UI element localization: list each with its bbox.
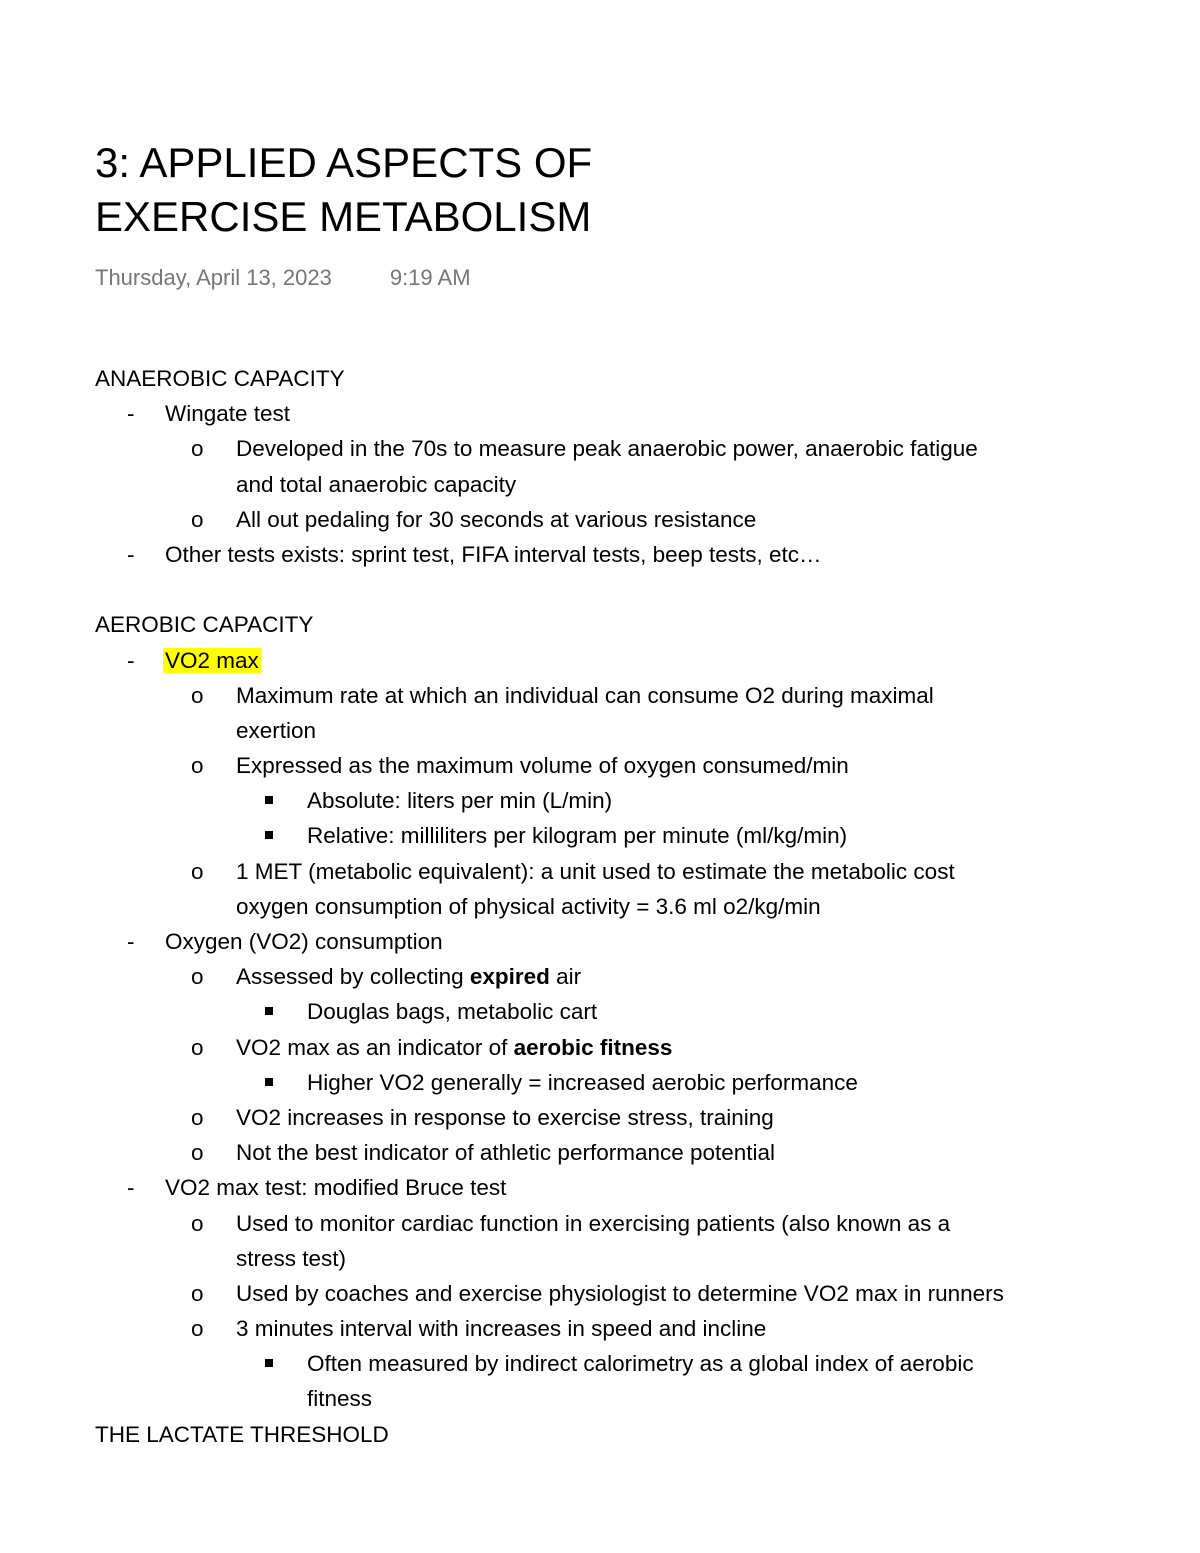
page-title (95, 136, 592, 244)
note-time: 9:19 AM (389, 265, 471, 290)
list-item-text: 3 minutes interval with increases in speed and incline (236, 1316, 767, 1342)
list-item (0, 431, 1200, 466)
square-bullet-icon (265, 831, 273, 839)
list-item-text: All out pedaling for 30 seconds at various resistance (236, 506, 757, 532)
list-item (0, 643, 1200, 678)
list-item-continuation (0, 889, 1200, 924)
list-item (0, 1276, 1200, 1311)
dash-bullet: - (127, 929, 135, 954)
list-item-text: fitness (307, 1386, 373, 1412)
list-item-text: VO2 max test: modified Bruce test (165, 1175, 507, 1201)
list-item-text-end: air (549, 964, 582, 990)
square-bullet-icon (265, 796, 273, 804)
circle-bullet: o (191, 436, 204, 462)
list-item-text: oxygen consumption of physical activity = 3.6 ml o2/kg/min (236, 893, 821, 919)
list-item-text: Often measured by indirect calorimetry as a global index of aerobic (307, 1351, 974, 1377)
list-item-text: Not the best indicator of athletic performance potential (236, 1140, 776, 1166)
list-item-text: Other tests exists: sprint test, FIFA interval tests, beep tests, etc… (165, 541, 822, 567)
list-item (0, 854, 1200, 889)
list-item (0, 1206, 1200, 1241)
list-item-continuation (0, 467, 1200, 502)
list-item-continuation (0, 1241, 1200, 1276)
circle-bullet: o (191, 1316, 204, 1342)
list-item-text-start: Assessed by collecting (236, 964, 470, 990)
list-item-text: Used by coaches and exercise physiologist to determine VO2 max in runners (236, 1280, 1004, 1306)
dash-bullet: - (127, 401, 135, 427)
blank-line (0, 572, 1200, 607)
square-bullet-icon (265, 1359, 273, 1367)
circle-bullet: o (191, 1210, 204, 1236)
dash-bullet: - (127, 541, 135, 567)
dash-bullet: - (127, 647, 135, 673)
list-item (0, 502, 1200, 537)
note-timestamp (95, 263, 471, 293)
highlighted-text: VO2 max (165, 647, 259, 673)
section-heading-aerobic: AEROBIC CAPACITY (95, 612, 314, 638)
circle-bullet: o (191, 1104, 204, 1130)
list-item-text: Developed in the 70s to measure peak anaerobic power, anaerobic fatigue (236, 436, 978, 462)
list-item (0, 1311, 1200, 1346)
dash-bullet: - (127, 1175, 135, 1201)
circle-bullet: o (191, 1140, 204, 1166)
list-item (0, 1135, 1200, 1170)
list-item (0, 959, 1200, 994)
list-item (0, 678, 1200, 713)
list-item-text: stress test) (236, 1245, 347, 1271)
list-item-text: Absolute: liters per min (L/min) (307, 788, 613, 814)
list-item (0, 994, 1200, 1029)
circle-bullet: o (191, 753, 204, 779)
circle-bullet: o (191, 682, 204, 708)
page-title-line-2: EXERCISE METABOLISM (95, 193, 592, 240)
list-item-text: Maximum rate at which an individual can consume O2 during maximal (236, 682, 934, 708)
list-item (0, 396, 1200, 431)
list-item (0, 1170, 1200, 1205)
list-item (0, 1030, 1200, 1065)
list-item (0, 1346, 1200, 1381)
list-item (0, 1065, 1200, 1100)
list-item-text: Oxygen (VO2) consumption (165, 929, 443, 954)
list-item-text: Higher VO2 generally = increased aerobic performance (307, 1069, 858, 1095)
list-item-text: Wingate test (165, 401, 291, 427)
list-item-text: Expressed as the maximum volume of oxygen consumed/min (236, 753, 849, 779)
list-item-text: and total anaerobic capacity (236, 471, 517, 497)
circle-bullet: o (191, 964, 204, 990)
circle-bullet: o (191, 506, 204, 532)
list-item-continuation (0, 713, 1200, 748)
list-item (0, 818, 1200, 853)
list-item-text: 1 MET (metabolic equivalent): a unit used to estimate the metabolic cost (236, 858, 955, 884)
bold-text: aerobic fitness (513, 1034, 673, 1060)
list-item-text: exertion (236, 717, 317, 743)
circle-bullet: o (191, 1280, 204, 1306)
list-item-text: VO2 increases in response to exercise stress, training (236, 1104, 774, 1130)
page-title-line-1: 3: APPLIED ASPECTS OF (95, 139, 593, 186)
list-item-text-start: VO2 max as an indicator of (236, 1034, 514, 1060)
bold-text: expired (469, 964, 550, 990)
section-heading-lactate: THE LACTATE THRESHOLD (95, 1421, 389, 1447)
square-bullet-icon (265, 1007, 273, 1015)
note-date: Thursday, April 13, 2023 (95, 265, 332, 290)
circle-bullet: o (191, 858, 204, 884)
list-item (0, 924, 1200, 959)
section-heading-anaerobic: ANAEROBIC CAPACITY (95, 366, 345, 391)
square-bullet-icon (265, 1078, 273, 1086)
list-item (0, 537, 1200, 572)
list-item (0, 1100, 1200, 1135)
note-body (0, 361, 1200, 1447)
circle-bullet: o (191, 1034, 204, 1060)
list-item-continuation (0, 1381, 1200, 1416)
list-item-text: Relative: milliliters per kilogram per minute (ml/kg/min) (307, 823, 848, 849)
list-item (0, 748, 1200, 783)
list-item-text: Used to monitor cardiac function in exercising patients (also known as a (236, 1210, 951, 1236)
list-item-text: Douglas bags, metabolic cart (307, 999, 598, 1025)
list-item (0, 783, 1200, 818)
